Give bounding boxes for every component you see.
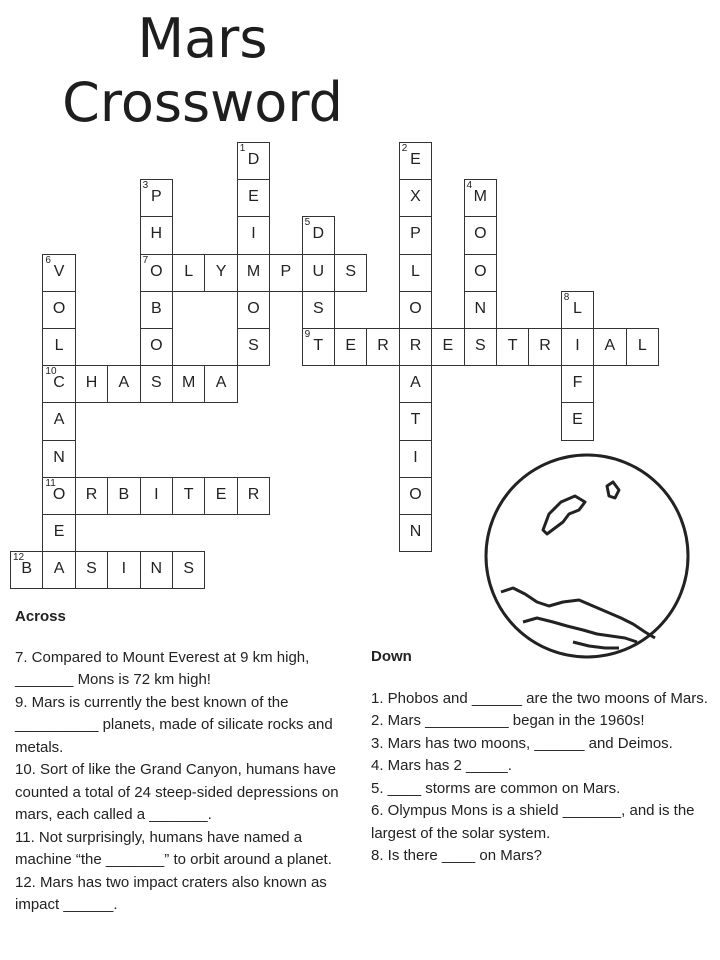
crossword-cell[interactable]: [140, 551, 173, 589]
crossword-cell[interactable]: [172, 365, 205, 403]
cell-letter: L: [184, 262, 194, 280]
crossword-cell[interactable]: [237, 328, 270, 366]
crossword-cell[interactable]: [172, 477, 205, 515]
cell-letter: R: [247, 485, 260, 503]
mars-planet-illustration: [483, 452, 691, 660]
cell-letter: T: [183, 485, 194, 503]
crossword-cell[interactable]: [399, 216, 432, 254]
crossword-cell[interactable]: [107, 365, 140, 403]
cell-letter: T: [313, 337, 324, 354]
across-heading: Across: [15, 608, 66, 625]
cell-letter: A: [215, 374, 227, 392]
cell-letter: E: [572, 411, 583, 429]
crossword-cell[interactable]: [140, 216, 173, 254]
cell-letter: S: [345, 262, 357, 280]
crossword-cell[interactable]: [431, 328, 464, 366]
cell-letter: L: [54, 337, 64, 354]
cell-letter: D: [247, 151, 260, 168]
crossword-cell[interactable]: [237, 216, 270, 254]
cell-letter: O: [52, 299, 66, 317]
down-clues: [371, 646, 716, 868]
crossword-cell[interactable]: [42, 514, 75, 552]
crossword-cell[interactable]: [237, 142, 270, 180]
crossword-cell[interactable]: [366, 328, 399, 366]
cell-letter: U: [312, 262, 325, 280]
clue-number: 4: [466, 180, 473, 192]
crossword-cell[interactable]: [561, 328, 594, 366]
crossword-cell[interactable]: [140, 179, 173, 217]
down-clue: 5. ____ storms are common on Mars.: [371, 779, 621, 797]
crossword-cell[interactable]: [302, 328, 335, 366]
crossword-cell[interactable]: [172, 551, 205, 589]
cell-letter: S: [86, 560, 97, 578]
cell-letter: A: [410, 374, 421, 392]
cell-letter: O: [474, 262, 487, 280]
down-clue: 1. Phobos and ______ are the two moons of Mars.: [371, 689, 708, 707]
crossword-cell[interactable]: [399, 179, 432, 217]
cell-letter: X: [410, 188, 421, 206]
clue-number: 2: [401, 143, 408, 154]
crossword-cell[interactable]: [334, 328, 367, 366]
crossword-cell[interactable]: [140, 477, 173, 515]
cell-letter: L: [411, 262, 420, 280]
clue-number: 5: [304, 217, 311, 229]
crossword-cell[interactable]: [140, 291, 173, 329]
cell-letter: E: [345, 337, 357, 354]
crossword-cell[interactable]: [399, 328, 432, 366]
cell-letter: R: [85, 485, 98, 503]
crossword-cell[interactable]: [10, 551, 43, 589]
clue-number: 10: [45, 366, 57, 378]
cell-letter: L: [573, 299, 582, 317]
cell-letter: A: [118, 374, 130, 392]
cell-letter: E: [248, 188, 259, 206]
cell-letter: S: [312, 299, 324, 317]
cell-letter: R: [377, 337, 389, 354]
across-clue: 10. Sort of like the Grand Canyon, humans have counted a total of 24 steep-sided depressions on mars, each called a _______.: [15, 761, 339, 823]
cell-letter: A: [53, 411, 65, 429]
clue-number: 8: [563, 291, 570, 303]
crossword-cell[interactable]: [140, 365, 173, 403]
crossword-cell[interactable]: [593, 328, 626, 366]
cell-letter: C: [53, 374, 65, 392]
crossword-cell[interactable]: [302, 216, 335, 254]
crossword-cell[interactable]: [464, 216, 497, 254]
crossword-cell[interactable]: [399, 402, 432, 440]
crossword-cell[interactable]: [107, 477, 140, 515]
crossword-cell[interactable]: [399, 254, 432, 292]
cell-letter: N: [53, 448, 65, 466]
clue-number: 1: [239, 143, 246, 154]
crossword-cell[interactable]: [42, 551, 75, 589]
crossword-cell[interactable]: [237, 179, 270, 217]
cell-letter: N: [409, 523, 422, 540]
cell-letter: S: [248, 337, 259, 354]
cell-letter: Y: [215, 262, 227, 280]
across-clue: 7. Compared to Mount Everest at 9 km high, _______ Mons is 72 km high!: [15, 648, 310, 688]
cell-letter: P: [150, 188, 162, 206]
crossword-cell[interactable]: [399, 514, 432, 552]
crossword-cell[interactable]: [42, 291, 75, 329]
cell-letter: S: [150, 374, 162, 392]
cell-letter: N: [150, 560, 163, 578]
cell-letter: S: [474, 337, 486, 354]
down-clue: 4. Mars has 2 _____.: [371, 757, 512, 774]
cell-letter: O: [52, 485, 66, 503]
crossword-cell[interactable]: [302, 254, 335, 292]
cell-letter: I: [154, 485, 159, 503]
crossword-cell[interactable]: [140, 328, 173, 366]
cell-letter: I: [251, 225, 256, 243]
cell-letter: V: [53, 262, 65, 280]
crossword-cell[interactable]: [464, 328, 497, 366]
title-line-2: Crossword: [62, 71, 343, 134]
crossword-cell[interactable]: [626, 328, 659, 366]
crossword-cell[interactable]: [204, 477, 237, 515]
cell-letter: P: [280, 262, 292, 280]
crossword-cell[interactable]: [302, 291, 335, 329]
crossword-cell[interactable]: [140, 254, 173, 292]
cell-letter: B: [118, 485, 130, 503]
crossword-cell[interactable]: [75, 551, 108, 589]
cell-letter: L: [637, 337, 647, 354]
crossword-cell[interactable]: [75, 477, 108, 515]
across-clue: 12. Mars has two impact craters also known as impact ______.: [15, 873, 327, 913]
cell-letter: B: [21, 560, 33, 578]
clue-number: 7: [142, 254, 149, 266]
crossword-cell[interactable]: [464, 254, 497, 292]
crossword-cell[interactable]: [561, 365, 594, 403]
crossword-cell[interactable]: [107, 551, 140, 589]
title-line-1: Mars: [137, 7, 268, 70]
cell-letter: I: [121, 560, 127, 578]
crossword-cell[interactable]: [237, 291, 270, 329]
crossword-cell[interactable]: [464, 179, 497, 217]
cell-letter: O: [474, 225, 487, 243]
cell-letter: E: [410, 151, 421, 168]
cell-letter: M: [473, 188, 487, 206]
crossword-cell[interactable]: [561, 402, 594, 440]
cell-letter: F: [572, 374, 583, 392]
crossword-cell[interactable]: [399, 365, 432, 403]
cell-letter: R: [539, 337, 551, 354]
down-heading: Down: [371, 648, 412, 665]
cell-letter: M: [182, 374, 196, 392]
crossword-cell[interactable]: [204, 365, 237, 403]
cell-letter: T: [410, 411, 421, 429]
cell-letter: M: [246, 262, 261, 280]
crossword-cell[interactable]: [237, 254, 270, 292]
crossword-cell[interactable]: [204, 254, 237, 292]
cell-letter: T: [507, 337, 518, 354]
across-clue: 11. Not surprisingly, humans have named a machine “the _______” to orbit around a planet.: [15, 828, 332, 868]
cell-letter: E: [53, 523, 65, 540]
clue-number: 6: [45, 254, 51, 266]
cell-letter: B: [150, 299, 162, 317]
crossword-cell[interactable]: [399, 142, 432, 180]
cell-letter: D: [312, 225, 325, 243]
cell-letter: A: [53, 560, 65, 578]
crossword-cell[interactable]: [172, 254, 205, 292]
crossword-cell[interactable]: [42, 440, 75, 478]
crossword-cell[interactable]: [464, 291, 497, 329]
cell-letter: H: [85, 374, 98, 392]
cell-letter: S: [183, 560, 195, 578]
cell-letter: H: [150, 225, 163, 243]
crossword-cell[interactable]: [561, 291, 594, 329]
crossword-cell[interactable]: [528, 328, 561, 366]
down-clue: 3. Mars has two moons, ______ and Deimos.: [371, 734, 673, 752]
cell-letter: O: [409, 485, 422, 503]
across-clue: 9. Mars is currently the best known of the __________ planets, made of silicate rocks and metals.: [15, 693, 333, 756]
cell-letter: O: [409, 299, 422, 317]
clue-number: 9: [304, 329, 311, 340]
down-clue: 6. Olympus Mons is a shield _______, and is the largest of the solar system.: [371, 802, 695, 842]
crossword-cell[interactable]: [399, 291, 432, 329]
cell-letter: E: [442, 337, 454, 354]
crossword-cell[interactable]: [334, 254, 367, 292]
down-clue: 8. Is there ____ on Mars?: [371, 847, 542, 864]
crossword-cell[interactable]: [42, 477, 75, 515]
cell-letter: N: [474, 299, 487, 317]
down-clue: 2. Mars __________ began in the 1960s!: [371, 712, 645, 729]
crossword-cell[interactable]: [399, 440, 432, 478]
cell-letter: E: [215, 485, 227, 503]
cell-letter: I: [413, 448, 418, 466]
cell-letter: O: [247, 299, 260, 317]
cell-letter: O: [150, 262, 163, 280]
cell-letter: R: [409, 337, 422, 354]
across-clues: [15, 606, 360, 917]
cell-letter: A: [604, 337, 616, 354]
crossword-cell[interactable]: [42, 365, 75, 403]
crossword-cell[interactable]: [42, 402, 75, 440]
clue-number: 12: [13, 552, 25, 564]
cell-letter: O: [150, 337, 163, 354]
crossword-cell[interactable]: [237, 477, 270, 515]
cell-letter: P: [410, 225, 421, 243]
cell-letter: I: [575, 337, 580, 354]
crossword-cell[interactable]: [269, 254, 302, 292]
clue-number: 11: [45, 477, 56, 489]
clue-number: 3: [142, 180, 149, 192]
crossword-cell[interactable]: [75, 365, 108, 403]
crossword-cell[interactable]: [496, 328, 529, 366]
crossword-cell[interactable]: [42, 254, 75, 292]
crossword-cell[interactable]: [399, 477, 432, 515]
crossword-cell[interactable]: [42, 328, 75, 366]
